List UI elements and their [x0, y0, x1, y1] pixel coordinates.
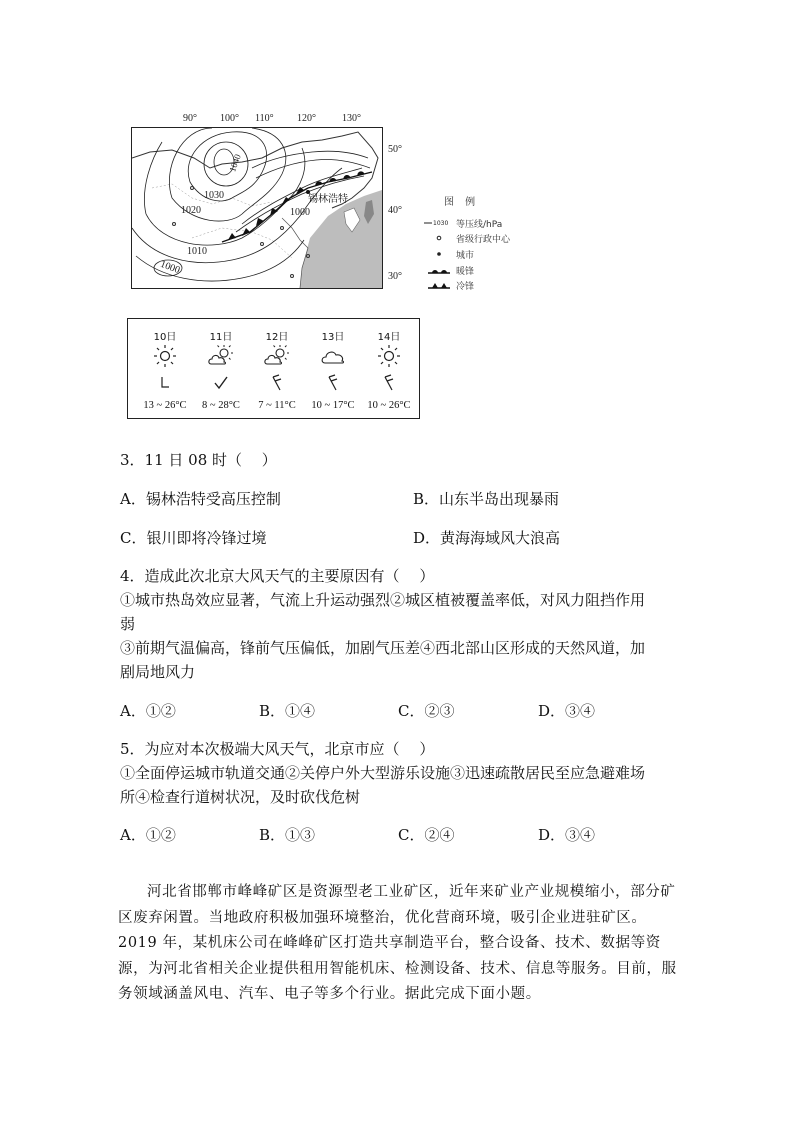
isobar-label: 1000: [290, 207, 310, 218]
forecast-temp: 10 ~ 17°C: [311, 400, 355, 411]
q5-option-c[interactable]: C．②④: [398, 826, 455, 844]
q4-option-c[interactable]: C．②③: [398, 702, 455, 720]
legend-label: 省级行政中心: [456, 235, 511, 245]
legend-item-capital: [424, 232, 584, 245]
isobar-label: 1000: [158, 258, 182, 277]
legend-label: 冷锋: [456, 282, 475, 292]
q3-option-d[interactable]: D．黄海海域风大浪高: [413, 529, 561, 547]
lon-label: 90°: [183, 113, 197, 124]
legend-item-cold-front: [424, 279, 584, 292]
forecast-date: 14日: [377, 332, 401, 343]
isobar-label: 1010: [187, 246, 207, 257]
sunny-icon: [376, 344, 402, 368]
forecast-temp: 7 ~ 11°C: [258, 400, 296, 411]
check-wind-icon: [212, 373, 230, 393]
city-label-xilinhot: 锡林浩特: [308, 194, 348, 205]
q4-statement: ③前期气温偏高，锋前气压偏低，加剧气压差④西北部山区形成的天然风道，加: [120, 639, 646, 657]
sun-cloud-icon: [208, 344, 234, 368]
wind-barb-icon: [268, 373, 286, 393]
cold-front-icon: [424, 279, 454, 291]
forecast-temp: 8 ~ 28°C: [202, 400, 240, 411]
q5-statement: 所④检查行道树状况，及时砍伐危树: [120, 788, 361, 806]
forecast-day: [304, 319, 362, 419]
q4-statement: ①城市热岛效应显著，气流上升运动强烈②城区植被覆盖率低，对风力阻挡作用: [120, 591, 646, 609]
lon-label: 110°: [255, 113, 274, 124]
q5-statement: ①全面停运城市轨道交通②关停户外大型游乐设施③迅速疏散居民至应急避难场: [120, 764, 646, 782]
lon-label: 100°: [220, 113, 239, 124]
forecast-date: 11日: [209, 332, 233, 343]
isobar-label: 1040: [227, 152, 243, 174]
forecast-day: [248, 319, 306, 419]
legend-label: 等压线/hPa: [456, 220, 503, 230]
q4-statement: 剧局地风力: [120, 663, 196, 681]
lat-label: 40°: [388, 205, 402, 216]
forecast-date: 12日: [265, 332, 289, 343]
wind-barb-icon: [380, 373, 398, 393]
q3-option-a[interactable]: A．锡林浩特受高压控制: [120, 490, 281, 508]
question-5-stem: 5．为应对本次极端大风天气，北京市应（ ）: [120, 740, 435, 758]
q4-option-d[interactable]: D．③④: [538, 702, 596, 720]
reading-passage: 河北省邯郸市峰峰矿区是资源型老工业矿区，近年来矿业产业规模缩小，部分矿区废弃闲置。当地政府积极加强环境整治，优化营商环境，吸引企业进驻矿区。2019 年，某机床公司在峰峰矿区打造共享制造平台，整合设备、技术、数据等资源，为河北省相关企业提供租用智能机床、检测设备、技术、信息等服务。目前，服务领域涵盖风电、汽车、电子等多个行业。据此完成下面小题。: [118, 884, 677, 1002]
forecast-day: [136, 319, 194, 419]
legend-item-isobar: [424, 217, 584, 230]
forecast-day: [360, 319, 418, 419]
forecast-temp: 13 ~ 26°C: [143, 400, 187, 411]
question-3-stem: 3．11 日 08 时（ ）: [120, 451, 277, 469]
lat-label: 50°: [388, 144, 402, 155]
calm-wind-icon: [156, 373, 174, 393]
isobar-label: 1030: [204, 190, 224, 201]
q5-option-a[interactable]: A．①②: [120, 826, 176, 844]
legend-label: 暖锋: [456, 267, 475, 277]
forecast-date: 10日: [153, 332, 177, 343]
isobar-map: [131, 127, 383, 289]
warm-front-icon: [424, 264, 454, 276]
q5-option-d[interactable]: D．③④: [538, 826, 596, 844]
wind-barb-icon: [324, 373, 342, 393]
legend-item-city: [424, 248, 584, 261]
q3-option-c[interactable]: C．银川即将冷锋过境: [120, 529, 267, 547]
q4-option-b[interactable]: B．①④: [259, 702, 316, 720]
weather-forecast-box: [127, 318, 420, 419]
q5-option-b[interactable]: B．①③: [259, 826, 316, 844]
cloud-icon: [320, 344, 346, 368]
q4-statement: 弱: [120, 615, 136, 633]
svg-text:1030: 1030: [433, 220, 449, 227]
question-4-stem: 4．造成此次北京大风天气的主要原因有（ ）: [120, 567, 435, 585]
sunny-icon: [152, 344, 178, 368]
lon-label: 120°: [297, 113, 316, 124]
forecast-temp: 10 ~ 26°C: [367, 400, 411, 411]
legend-item-warm-front: [424, 264, 584, 277]
sun-cloud-icon: [264, 344, 290, 368]
legend-label: 城市: [456, 251, 475, 261]
forecast-date: 13日: [321, 332, 345, 343]
q4-option-a[interactable]: A．①②: [120, 702, 176, 720]
lat-label: 30°: [388, 271, 402, 282]
legend-title: 图 例: [444, 197, 480, 208]
lon-label: 130°: [342, 113, 361, 124]
forecast-day: [192, 319, 250, 419]
q3-option-b[interactable]: B．山东半岛出现暴雨: [413, 490, 560, 508]
isobar-label: 1020: [181, 205, 201, 216]
